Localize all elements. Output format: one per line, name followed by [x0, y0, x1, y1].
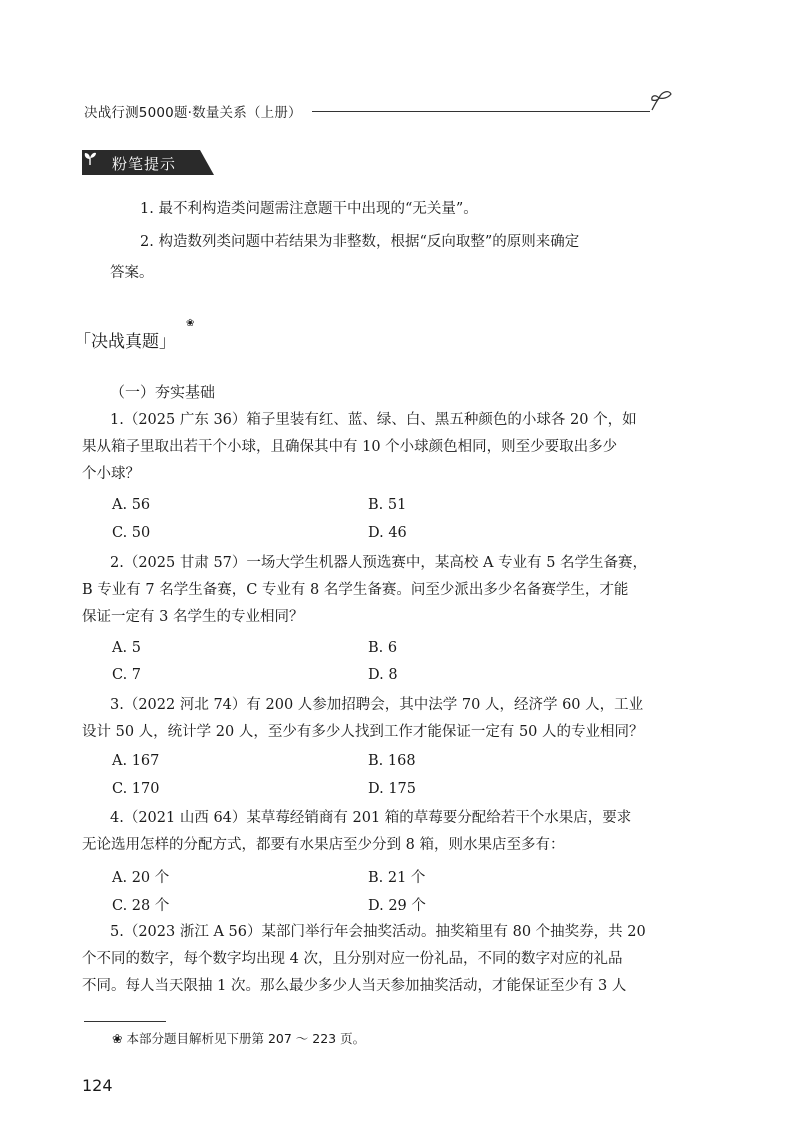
- footnote: [112, 1029, 365, 1047]
- corner-bracket-right: 」: [159, 332, 176, 352]
- q3-option-a: A. 167: [112, 753, 160, 769]
- q2-option-a: A. 5: [112, 640, 141, 656]
- section-title-text: 决战真题: [91, 332, 159, 352]
- tip-line-1: 1. 最不利构造类问题需注意题干中出现的“无关量”。: [140, 201, 478, 217]
- q2-option-c: C. 7: [112, 667, 142, 683]
- tip-badge-label: 粉笔提示: [112, 155, 177, 173]
- q2-line-1: 2.（2025 甘肃 57）一场大学生机器人预选赛中，某高校 A 专业有 5 名学生备赛，: [110, 555, 648, 571]
- q4-option-a: A. 20 个: [112, 870, 170, 886]
- q4-option-d: D. 29 个: [368, 898, 426, 914]
- tip-line-2-cont: 答案。: [110, 265, 154, 281]
- footnote-mark-icon: ❀: [186, 318, 195, 329]
- corner-bracket-left: 「: [74, 332, 91, 352]
- header-rule: [312, 111, 650, 112]
- q3-line-2: 设计 50 人，统计学 20 人，至少有多少人找到工作才能保证一定有 50 人的专业相同？: [82, 724, 644, 740]
- q1-line-2: 果从箱子里取出若干个小球，且确保其中有 10 个小球颜色相同，则至少要取出多少: [82, 439, 618, 455]
- q1-option-c: C. 50: [112, 525, 151, 541]
- q4-line-1: 4.（2021 山西 64）某草莓经销商有 201 箱的草莓要分配给若干个水果店，要求: [110, 810, 632, 826]
- q4-option-c: C. 28 个: [112, 898, 170, 914]
- section-title: [74, 327, 176, 352]
- running-header-title: 决战行测5000题·数量关系（上册）: [84, 105, 302, 121]
- q1-line-3: 个小球？: [82, 466, 140, 482]
- q2-line-2: B 专业有 7 名学生备赛，C 专业有 8 名学生备赛。问至少派出多少名备赛学生，才能: [82, 582, 629, 598]
- q2-line-3: 保证一定有 3 名学生的专业相同？: [82, 609, 304, 625]
- leaf-icon: [82, 150, 98, 166]
- footnote-text: 本部分题目解析见下册第 207 ～ 223 页。: [126, 1031, 366, 1046]
- footnote-mark-icon: ❀: [112, 1031, 123, 1046]
- q3-option-c: C. 170: [112, 781, 160, 797]
- tip-line-2: 2. 构造数列类问题中若结果为非整数，根据“反向取整”的原则来确定: [140, 234, 580, 250]
- q3-option-b: B. 168: [368, 753, 416, 769]
- q5-line-2: 个不同的数字，每个数字均出现 4 次，且分别对应一份礼品，不同的数字对应的礼品: [82, 951, 623, 967]
- q4-line-2: 无论选用怎样的分配方式，都要有水果店至少分到 8 箱，则水果店至多有：: [82, 837, 565, 853]
- q5-line-3: 不同。每人当天限抽 1 次。那么最少多少人当天参加抽奖活动，才能保证至少有 3 人: [82, 978, 627, 994]
- q2-option-b: B. 6: [368, 640, 398, 656]
- page-number: 124: [82, 1076, 113, 1095]
- q1-option-a: A. 56: [112, 497, 151, 513]
- q4-option-b: B. 21 个: [368, 870, 426, 886]
- q3-line-1: 3.（2022 河北 74）有 200 人参加招聘会，其中法学 70 人，经济学 60 人，工业: [110, 697, 644, 713]
- q5-line-1: 5.（2023 浙江 A 56）某部门举行年会抽奖活动。抽奖箱里有 80 个抽奖券，共 20: [110, 924, 646, 940]
- subsection-title: （一）夯实基础: [110, 383, 216, 401]
- q1-line-1: 1.（2025 广东 36）箱子里装有红、蓝、绿、白、黑五种颜色的小球各 20 个，如: [110, 412, 637, 428]
- tip-badge: [82, 150, 214, 175]
- footnote-rule: [84, 1021, 166, 1022]
- q3-option-d: D. 175: [368, 781, 417, 797]
- q1-option-d: D. 46: [368, 525, 407, 541]
- q2-option-d: D. 8: [368, 667, 398, 683]
- q1-option-b: B. 51: [368, 497, 407, 513]
- sprout-icon: [646, 84, 676, 114]
